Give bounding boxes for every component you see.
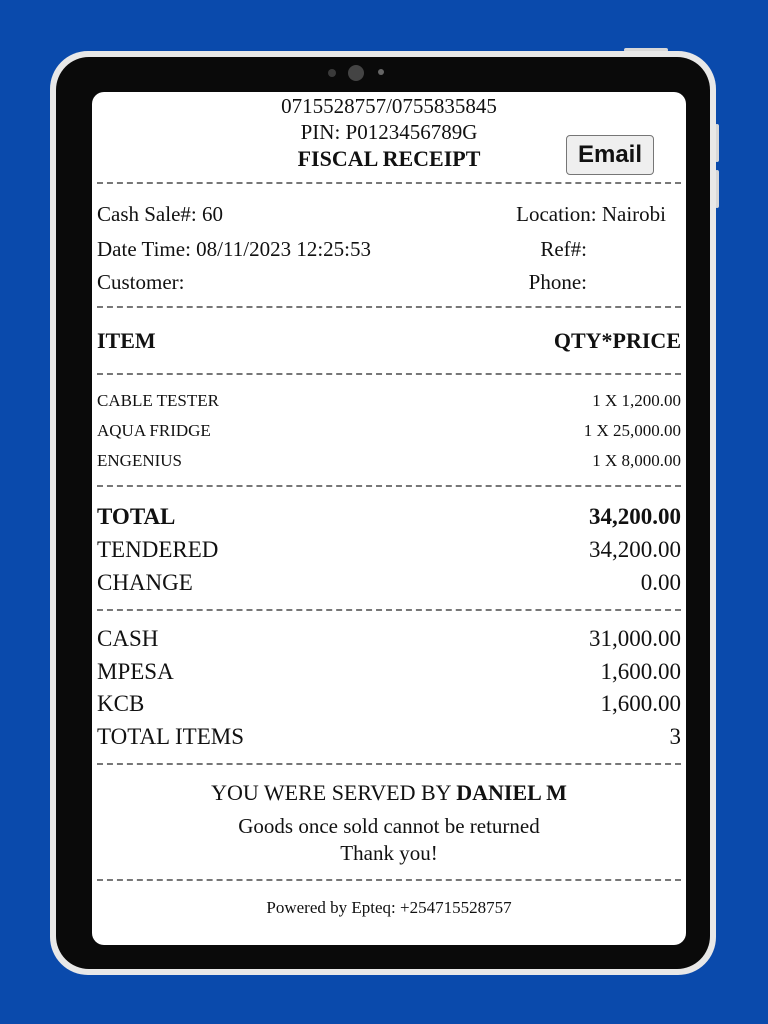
total-value: 34,200.00 (589, 504, 681, 529)
item-qty-price: 1 X 1,200.00 (592, 391, 681, 410)
tendered-value: 34,200.00 (589, 537, 681, 562)
change-label: CHANGE (97, 570, 193, 595)
item-qty-price: 1 X 25,000.00 (583, 421, 681, 440)
store-phones: 0715528757/0755835845 (281, 94, 497, 118)
payment-label: MPESA (97, 659, 174, 684)
column-item: ITEM (97, 328, 156, 353)
payment-label: CASH (97, 626, 159, 651)
date-time: Date Time: 08/11/2023 12:25:53 (97, 237, 371, 261)
total-label: TOTAL (97, 504, 176, 529)
receipt-title: FISCAL RECEIPT (297, 146, 481, 171)
divider (97, 306, 681, 308)
served-by-name: DANIEL M (456, 780, 567, 805)
store-pin: PIN: P0123456789G (300, 120, 478, 144)
item-name: AQUA FRIDGE (97, 421, 211, 440)
item-name: ENGENIUS (97, 451, 182, 470)
served-by (92, 780, 686, 806)
change-value: 0.00 (640, 570, 681, 595)
divider (97, 609, 681, 611)
customer-phone: Phone: (528, 270, 587, 294)
sensor-dot-right (378, 69, 384, 75)
tablet-frame (50, 51, 716, 975)
tendered-label: TENDERED (97, 537, 219, 562)
item-name: CABLE TESTER (97, 391, 219, 410)
cash-sale-number: Cash Sale#: 60 (97, 202, 223, 226)
powered-by: Powered by Epteq: +254715528757 (266, 898, 512, 917)
location: Location: Nairobi (516, 202, 666, 226)
column-qty-price: QTY*PRICE (553, 328, 681, 353)
payment-value: 31,000.00 (589, 626, 681, 651)
served-by-prefix: YOU WERE SERVED BY (211, 780, 457, 805)
sensor-dot-left (328, 69, 336, 77)
payment-label: KCB (97, 691, 145, 716)
total-items-label: TOTAL ITEMS (97, 724, 245, 749)
camera-lens (348, 65, 364, 81)
receipt-screen (92, 92, 686, 945)
divider (97, 373, 681, 375)
customer: Customer: (97, 270, 185, 294)
tablet-bezel (56, 57, 710, 969)
thank-you: Thank you! (340, 841, 438, 865)
ref-number: Ref#: (540, 237, 587, 261)
divider (97, 182, 681, 184)
payment-value: 1,600.00 (600, 659, 681, 684)
divider (97, 763, 681, 765)
divider (97, 485, 681, 487)
total-items-value: 3 (669, 724, 681, 749)
divider (97, 879, 681, 881)
return-policy: Goods once sold cannot be returned (238, 814, 540, 838)
email-button[interactable]: Email (566, 135, 654, 175)
payment-value: 1,600.00 (600, 691, 681, 716)
item-qty-price: 1 X 8,000.00 (592, 451, 681, 470)
